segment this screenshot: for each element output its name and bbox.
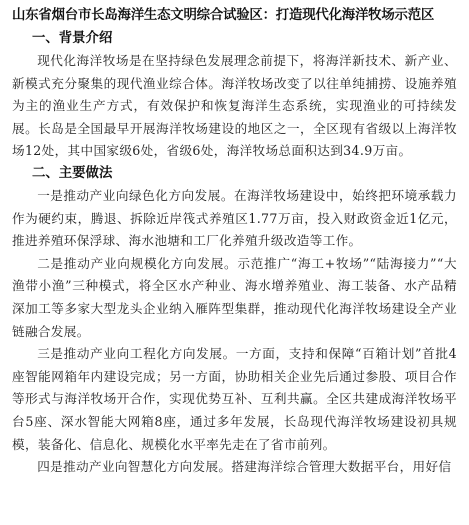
section-heading-background: 一、背景介绍 [32,31,113,46]
paragraph-green-development: 一是推动产业向绿色化方向发展。在海洋牧场建设中，始终把环境承载力作为硬约束，腾退、拆除近岸筏式养殖区1.77万亩，投入财政资金近1亿元，推进养殖环保浮球、海水池塘和工厂化养殖升级改造等工作。 [12,187,457,249]
paragraph-background: 现代化海洋牧场是在坚持绿色发展理念前提下，将海洋新技术、新产业、新模式充分聚集的现代渔业综合体。海洋牧场改变了以往单纯捕捞、设施养殖为主的渔业生产方式，有效保护和恢复海洋生态系统，实现渔业的可持续发展。长岛是全国最早开展海洋牧场建设的地区之一，全区现有省级以上海洋牧场12处，其中国家级6处，省级6处，海洋牧场总面积达到34.9万亩。 [12,53,457,159]
document-title: 山东省烟台市长岛海洋生态文明综合试验区：打造现代化海洋牧场示范区 [12,8,435,23]
paragraph-engineering-development: 三是推动产业向工程化方向发展。一方面，支持和保障“百箱计划”首批4座智能网箱年内建设完成；另一方面，协助相关企业先后通过参股、项目合作等形式与海洋牧场开合作，实现优势互补、互利共赢。全区共建成海洋牧场平台5座、深水智能大网箱8座，通过多年发展，长岛现代海洋牧场建设初具规模，装备化、信息化、规模化水平率先走在了省市前列。 [12,346,457,452]
paragraph-smart-development: 四是推动产业向智慧化方向发展。搭建海洋综合管理大数据平台，用好信 [37,459,452,475]
paragraph-scale-development: 二是推动产业向规模化方向发展。示范推广“海工+牧场”“陆海接力”“大渔带小渔”三种模式，将全区水产种业、海水增养殖业、海工装备、水产品精深加工等多家大型龙头企业纳入雁阵型集群，推动现代化海洋牧场建设全产业链融合发展。 [12,255,457,339]
section-heading-practices: 二、主要做法 [32,165,113,181]
